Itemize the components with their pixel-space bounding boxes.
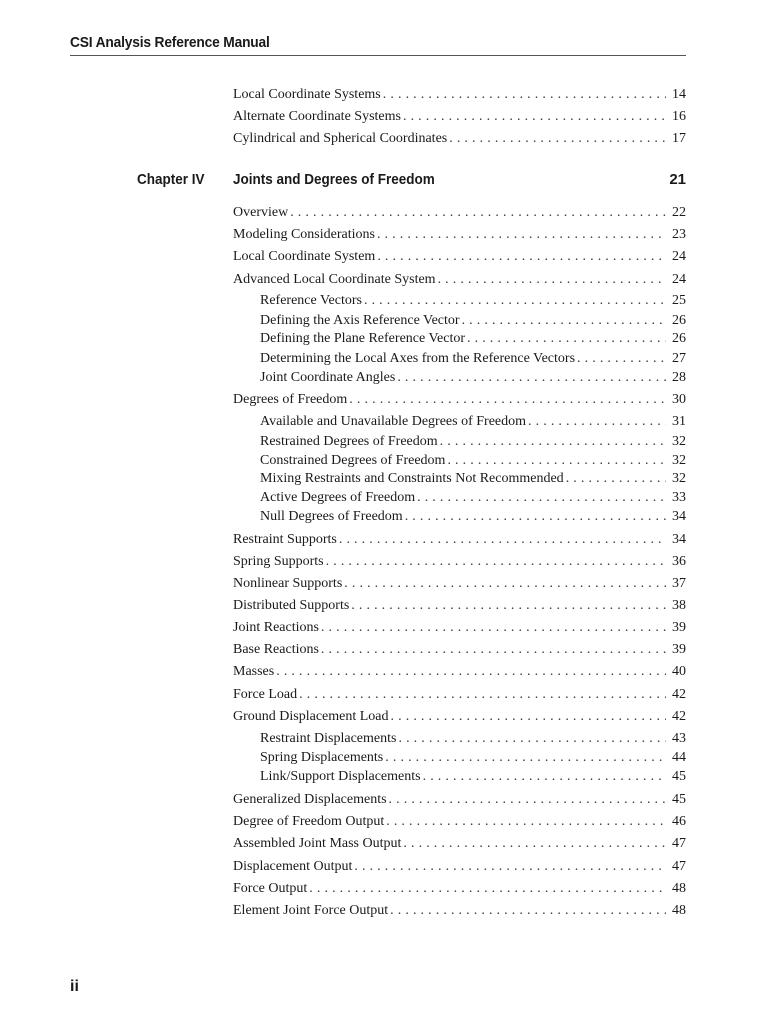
toc-subentry[interactable]: Link/Support Displacements . . . 45 <box>260 768 686 786</box>
toc-entry[interactable]: Distributed Supports . . . 38 <box>233 597 686 615</box>
toc-entry[interactable]: Alternate Coordinate Systems . . . 16 <box>233 108 686 126</box>
toc-entry[interactable]: Base Reactions . . . 39 <box>233 641 686 659</box>
chapter-title: Joints and Degrees of Freedom <box>233 171 435 188</box>
toc-subentry[interactable]: Mixing Restraints and Constraints Not Recommended . . . 32 <box>260 470 686 488</box>
toc-subentry[interactable]: Joint Coordinate Angles . . . 28 <box>260 369 686 387</box>
toc-entry[interactable]: Modeling Considerations . . . 23 <box>233 226 686 244</box>
toc-subentry[interactable]: Restrained Degrees of Freedom . . . 32 <box>260 433 686 451</box>
toc-entry[interactable]: Ground Displacement Load . . . 42 <box>233 708 686 726</box>
toc-subentry[interactable]: Restraint Displacements . . . 43 <box>260 730 686 748</box>
toc-subentry[interactable]: Constrained Degrees of Freedom . . . 32 <box>260 452 686 470</box>
toc-subentry[interactable]: Reference Vectors . . . 25 <box>260 292 686 310</box>
toc-entry[interactable]: Advanced Local Coordinate System . . . 24 <box>233 271 686 289</box>
toc-entry[interactable]: Generalized Displacements . . . 45 <box>233 791 686 809</box>
toc-entry[interactable]: Degrees of Freedom . . . 30 <box>233 391 686 409</box>
manual-title: CSI Analysis Reference Manual <box>70 34 270 51</box>
toc-entry[interactable]: Cylindrical and Spherical Coordinates . . . 17 <box>233 130 686 148</box>
toc-entry[interactable]: Force Output . . . 48 <box>233 880 686 898</box>
toc-entry[interactable]: Assembled Joint Mass Output . . . 47 <box>233 835 686 853</box>
page-number: ii <box>70 978 79 995</box>
toc-entry[interactable]: Nonlinear Supports . . . 37 <box>233 575 686 593</box>
toc-subentry[interactable]: Active Degrees of Freedom . . . 33 <box>260 489 686 507</box>
toc-subentry[interactable]: Defining the Plane Reference Vector . . . 26 <box>260 330 686 348</box>
toc-entry[interactable]: Displacement Output . . . 47 <box>233 858 686 876</box>
toc-subentry[interactable]: Available and Unavailable Degrees of Freedom . . . 31 <box>260 413 686 431</box>
header-rule <box>70 55 686 56</box>
toc-entry[interactable]: Force Load . . . 42 <box>233 686 686 704</box>
toc-entry[interactable]: Masses . . . 40 <box>233 663 686 681</box>
toc-entry[interactable]: Overview . . . 22 <box>233 204 686 222</box>
toc-subentry[interactable]: Null Degrees of Freedom . . . 34 <box>260 508 686 526</box>
toc-entry[interactable]: Element Joint Force Output . . . 48 <box>233 902 686 920</box>
toc-subentry[interactable]: Spring Displacements . . . 44 <box>260 749 686 767</box>
chapter-label: Chapter IV <box>137 171 205 188</box>
toc-entry[interactable]: Spring Supports . . . 36 <box>233 553 686 571</box>
toc-entry[interactable]: Restraint Supports . . . 34 <box>233 531 686 549</box>
toc-entry[interactable]: Local Coordinate Systems . . . 14 <box>233 86 686 104</box>
chapter-page-number: 21 <box>669 171 686 188</box>
toc-entry[interactable]: Local Coordinate System . . . 24 <box>233 248 686 266</box>
toc-subentry[interactable]: Defining the Axis Reference Vector . . . 26 <box>260 312 686 330</box>
toc-entry[interactable]: Degree of Freedom Output . . . 46 <box>233 813 686 831</box>
toc-entry[interactable]: Joint Reactions . . . 39 <box>233 619 686 637</box>
toc-subentry[interactable]: Determining the Local Axes from the Reference Vectors . . . 27 <box>260 350 686 368</box>
